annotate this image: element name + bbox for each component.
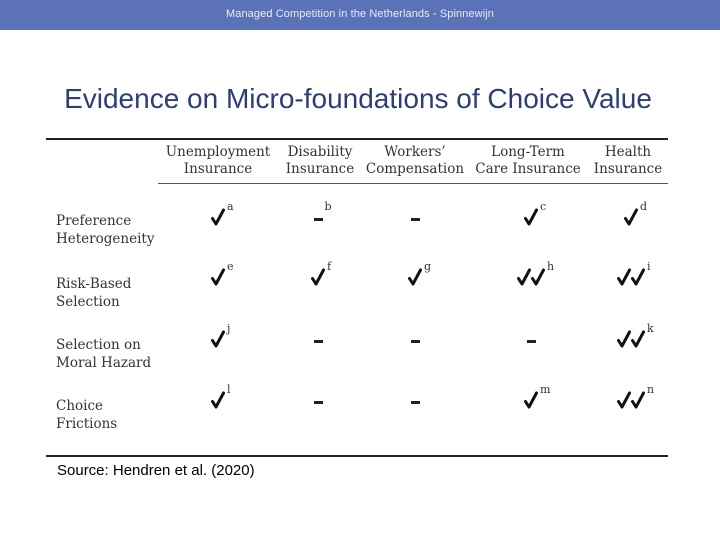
row-label-line1: Preference (56, 213, 132, 229)
footnote-marker: k (647, 322, 654, 335)
column-header-line1: Unemployment (165, 144, 271, 160)
row-label-selection-moral-hazard (56, 336, 151, 372)
column-header-unemployment (158, 144, 278, 178)
dash-mark (527, 340, 536, 343)
header-text: Managed Competition in the Netherlands - Spinnewijn (225, 8, 495, 20)
footnote-marker: j (227, 322, 231, 335)
check-mark-icon (524, 208, 538, 226)
table-cell (617, 322, 654, 354)
check-mark-icon (531, 268, 545, 286)
check-marks (617, 330, 645, 348)
table-cell (524, 200, 547, 232)
check-marks (408, 268, 422, 286)
table-cell (617, 260, 651, 292)
table-cell (524, 383, 551, 415)
check-mark-icon (211, 208, 225, 226)
table-bottom-rule (46, 455, 668, 457)
footnote-marker: m (540, 383, 551, 396)
source-citation: Source: Hendren et al. (2020) (57, 462, 255, 479)
check-mark-icon (211, 330, 225, 348)
column-header-line1: Health (604, 144, 652, 160)
check-mark-icon (617, 391, 631, 409)
check-mark-icon (631, 330, 645, 348)
check-mark-icon (408, 268, 422, 286)
check-mark-icon (311, 268, 325, 286)
table-cell (408, 260, 432, 292)
row-label-line1: Selection on (56, 337, 141, 353)
column-header-line1: Long-Term (491, 144, 565, 160)
check-marks (211, 330, 225, 348)
column-header-disability (280, 144, 360, 178)
slide-title: Evidence on Micro-foundations of Choice Value (64, 82, 652, 114)
dash-mark (314, 218, 323, 221)
column-header-line2: Insurance (183, 161, 253, 177)
footnote-marker: b (324, 200, 332, 213)
table-cell (211, 322, 231, 354)
check-mark-icon (617, 330, 631, 348)
table-cell (211, 200, 234, 232)
row-label-line2: Heterogeneity (56, 231, 155, 247)
row-label-choice-frictions (56, 397, 117, 433)
check-marks (624, 208, 638, 226)
check-mark-icon (211, 268, 225, 286)
dash-mark (411, 340, 420, 343)
dash-mark (411, 218, 420, 221)
column-header-line2: Care Insurance (475, 161, 581, 177)
check-mark-icon (624, 208, 638, 226)
row-label-risk-based-selection (56, 275, 131, 311)
footnote-marker: d (640, 200, 648, 213)
dash-mark (314, 340, 323, 343)
check-marks (524, 391, 538, 409)
check-marks (311, 268, 325, 286)
table-cell (617, 383, 655, 415)
row-label-line1: Risk-Based (56, 276, 132, 292)
footnote-marker: e (227, 260, 234, 273)
check-marks (617, 268, 645, 286)
footnote-marker: l (227, 383, 231, 396)
check-marks (211, 268, 225, 286)
row-label-line1: Choice (56, 398, 104, 414)
table-cell (411, 208, 420, 232)
table-cell (211, 383, 231, 415)
check-mark-icon (517, 268, 531, 286)
table-cell (624, 200, 648, 232)
dash-mark (314, 401, 323, 404)
table-cell (311, 260, 332, 292)
check-marks (517, 268, 545, 286)
table-cell (411, 391, 420, 415)
evidence-table (46, 138, 670, 458)
footnote-marker: c (540, 200, 547, 213)
row-label-line2: Frictions (56, 416, 118, 432)
dash-mark (411, 401, 420, 404)
table-cell (314, 330, 323, 354)
table-cell (517, 260, 555, 292)
footnote-marker: f (327, 260, 332, 273)
column-header-line2: Compensation (365, 161, 465, 177)
row-label-line2: Selection (56, 294, 120, 310)
column-header-workers-compensation (362, 144, 468, 178)
footnote-marker: g (424, 260, 432, 273)
row-label-line2: Moral Hazard (56, 355, 152, 371)
table-cell (411, 330, 420, 354)
footnote-marker: n (647, 383, 655, 396)
column-header-line2: Insurance (593, 161, 663, 177)
row-label-preference-heterogeneity (56, 212, 154, 248)
column-header-line1: Workers’ (384, 144, 446, 160)
check-marks (211, 391, 225, 409)
column-header-long-term-care (470, 144, 586, 178)
column-header-line2: Insurance (285, 161, 355, 177)
table-top-rule (46, 138, 668, 140)
check-marks (524, 208, 538, 226)
footnote-marker: i (647, 260, 651, 273)
check-mark-icon (617, 268, 631, 286)
check-mark-icon (631, 268, 645, 286)
column-header-line1: Disability (287, 144, 353, 160)
table-cell (211, 260, 234, 292)
table-cell (314, 391, 323, 415)
column-header-health (588, 144, 668, 178)
footnote-marker: h (547, 260, 555, 273)
table-cell (527, 330, 536, 354)
table-header-rule (158, 183, 668, 184)
check-marks (211, 208, 225, 226)
header-bar (0, 0, 720, 30)
check-mark-icon (631, 391, 645, 409)
check-mark-icon (524, 391, 538, 409)
check-mark-icon (211, 391, 225, 409)
check-marks (617, 391, 645, 409)
table-cell (314, 200, 332, 232)
footnote-marker: a (227, 200, 234, 213)
